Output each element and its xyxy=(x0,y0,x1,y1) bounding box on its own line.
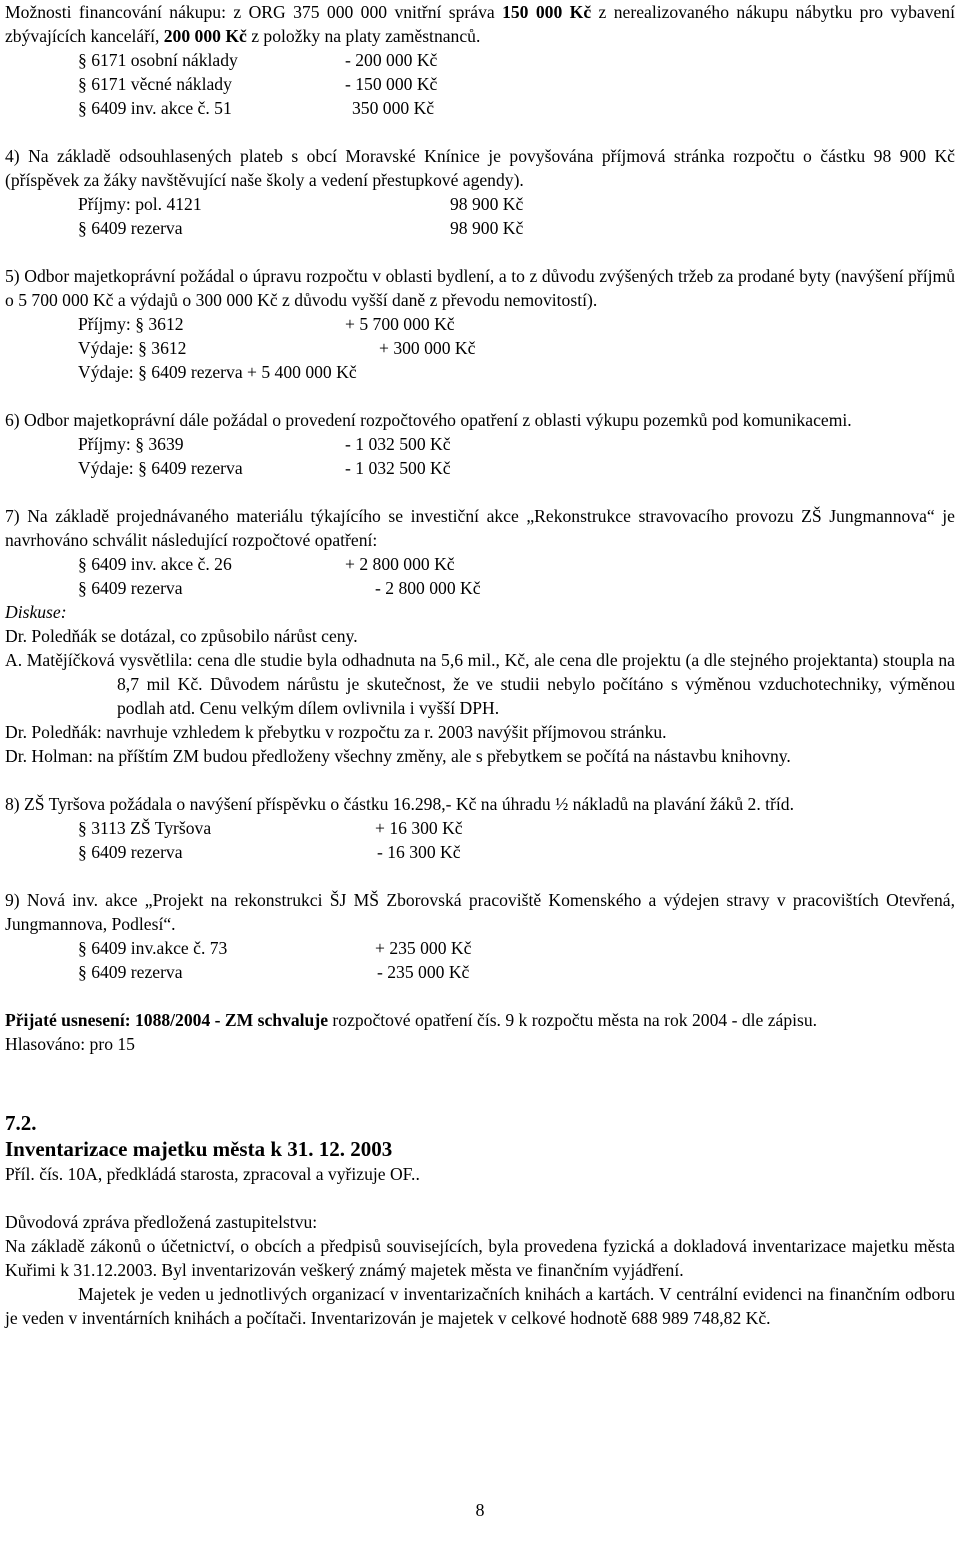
spacer xyxy=(5,384,955,408)
row-amount: 350 000 Kč xyxy=(352,98,435,118)
spacer xyxy=(5,1186,955,1210)
intro-text-1: Možnosti financování nákupu: z ORG 375 000 000 vnitřní správa xyxy=(5,2,503,22)
row-amount: 98 900 Kč xyxy=(450,194,524,214)
row-label: § 6409 rezerva xyxy=(78,842,183,862)
discussion-item: A. Matějíčková vysvětlila: cena dle studie byla odhadnuta na 5,6 mil., Kč, ale cena dle projektu (a dle stejného projektanta) stoupla na 8,7 mil Kč. Důvodem nárůstu je skutečnost, že ve studii nebylo počítáno s výměnou vzduchotechniky, výměnou podlah atd. Cenu velkým dílem ovlivnila i vyšší DPH. xyxy=(5,650,955,718)
row-amount: + 5 700 000 Kč xyxy=(345,314,455,334)
intro-text-3: z položky na platy zaměstnanců. xyxy=(246,26,481,46)
budget-row xyxy=(5,960,955,984)
row-amount: + 300 000 Kč xyxy=(379,338,476,358)
row-label: Výdaje: § 6409 rezerva + 5 400 000 Kč xyxy=(78,362,357,382)
vote-result: Hlasováno: pro 15 xyxy=(5,1034,135,1054)
row-label: § 6409 rezerva xyxy=(78,962,183,982)
budget-row xyxy=(5,432,955,456)
row-label: Výdaje: § 6409 rezerva xyxy=(78,458,243,478)
discussion-item: Dr. Poledňák se dotázal, co způsobilo nárůst ceny. xyxy=(5,626,358,646)
row-label: § 6409 rezerva xyxy=(78,218,183,238)
budget-row xyxy=(5,552,955,576)
resolution xyxy=(5,1008,955,1032)
budget-row xyxy=(5,72,955,96)
budget-row xyxy=(5,216,955,240)
budget-row xyxy=(5,360,955,384)
row-label: § 6409 inv. akce č. 26 xyxy=(78,554,232,574)
spacer xyxy=(5,480,955,504)
budget-row xyxy=(5,96,955,120)
row-label: Příjmy: pol. 4121 xyxy=(78,194,202,214)
row-label: § 6409 inv.akce č. 73 xyxy=(78,938,228,958)
row-amount: - 1 032 500 Kč xyxy=(345,458,451,478)
section-subtitle: Příl. čís. 10A, předkládá starosta, zpracoval a vyřizuje OF.. xyxy=(5,1164,420,1184)
row-label: § 6171 osobní náklady xyxy=(78,50,238,70)
budget-row xyxy=(5,312,955,336)
budget-row xyxy=(5,336,955,360)
row-amount: + 2 800 000 Kč xyxy=(345,554,455,574)
report-paragraph-2: Majetek je veden u jednotlivých organizací v inventarizačních knihách a kartách. V centrální evidenci na finančním odboru je veden v inventárních knihách a počítači. Inventarizován je majetek v celkové hodnotě 688 989 748,82 Kč. xyxy=(5,1284,955,1328)
row-amount: 98 900 Kč xyxy=(450,218,524,238)
discussion-item: Dr. Holman: na příštím ZM budou předloženy všechny změny, ale s přebytkem se počítá na nástavbu knihovny. xyxy=(5,746,791,766)
budget-row xyxy=(5,456,955,480)
spacer xyxy=(5,1080,955,1110)
budget-row xyxy=(5,192,955,216)
row-amount: + 16 300 Kč xyxy=(375,818,463,838)
discussion-label xyxy=(5,600,955,624)
section-title: Inventarizace majetku města k 31. 12. 2003 xyxy=(5,1137,393,1161)
paragraph-4: 4) Na základě odsouhlasených plateb s obcí Moravské Knínice je povyšována příjmová stránka rozpočtu o částku 98 900 Kč (příspěvek za žáky navštěvující naše školy a vedení přestupkové agendy). xyxy=(5,146,955,190)
row-amount: - 2 800 000 Kč xyxy=(375,578,481,598)
page-number: 8 xyxy=(475,1500,485,1520)
spacer xyxy=(5,120,955,144)
paragraph-8: 8) ZŠ Tyršova požádala o navýšení příspěvku o částku 16.298,- Kč na úhradu ½ nákladů na plavání žáků 2. tříd. xyxy=(5,794,794,814)
row-amount: - 1 032 500 Kč xyxy=(345,434,451,454)
resolution-label: Přijaté usnesení: 1088/2004 - ZM schvaluje xyxy=(5,1010,329,1030)
budget-row xyxy=(5,48,955,72)
row-label: § 3113 ZŠ Tyršova xyxy=(78,818,212,838)
spacer xyxy=(5,240,955,264)
resolution-text: rozpočtové opatření čís. 9 k rozpočtu města na rok 2004 - dle zápisu. xyxy=(328,1010,818,1030)
section-number: 7.2. xyxy=(5,1111,37,1135)
paragraph-9: 9) Nová inv. akce „Projekt na rekonstrukci ŠJ MŠ Zborovská pracoviště Komenského a výdejen stravy v pracovištích Otevřená, Jungmannova, Podlesí“. xyxy=(5,890,955,934)
document-page xyxy=(5,0,955,1330)
row-label: Příjmy: § 3639 xyxy=(78,434,184,454)
row-label: § 6171 věcné náklady xyxy=(78,74,232,94)
spacer xyxy=(5,864,955,888)
spacer xyxy=(5,984,955,1008)
discussion-item: Dr. Poledňák: navrhuje vzhledem k přebytku v rozpočtu za r. 2003 navýšit příjmovou stránku. xyxy=(5,722,667,742)
row-amount: - 200 000 Kč xyxy=(345,50,438,70)
row-amount: + 235 000 Kč xyxy=(375,938,472,958)
paragraph-7: 7) Na základě projednávaného materiálu týkajícího se investiční akce „Rekonstrukce stravovacího provozu ZŠ Jungmannova“ je navrhováno schválit následující rozpočtové opatření: xyxy=(5,506,955,550)
report-heading: Důvodová zpráva předložená zastupitelstvu: xyxy=(5,1212,318,1232)
intro-paragraph xyxy=(5,0,955,48)
intro-text-2: z nerealizovaného nákupu nábytku pro vybavení zbývajících kanceláří, xyxy=(5,2,955,46)
intro-amount-2: 200 000 Kč xyxy=(163,26,247,46)
row-label: Výdaje: § 3612 xyxy=(78,338,187,358)
budget-row xyxy=(5,576,955,600)
budget-row xyxy=(5,816,955,840)
row-amount: - 16 300 Kč xyxy=(377,842,461,862)
spacer xyxy=(5,1056,955,1080)
report-paragraph-1: Na základě zákonů o účetnictví, o obcích a předpisů souvisejících, byla provedena fyzická a dokladová inventarizace majetku města Kuřimi k 31.12.2003. Byl inventarizován veškerý známý majetek města ve finančním vyjádření. xyxy=(5,1236,955,1280)
budget-row xyxy=(5,840,955,864)
row-label: § 6409 rezerva xyxy=(78,578,183,598)
paragraph-5: 5) Odbor majetkoprávní požádal o úpravu rozpočtu v oblasti bydlení, a to z důvodu zvýšených tržeb za prodané byty (navýšení příjmů o 5 700 000 Kč a výdajů o 300 000 Kč z důvodu vyšší daně z převodu nemovitostí). xyxy=(5,266,955,310)
row-label: § 6409 inv. akce č. 51 xyxy=(78,98,232,118)
discussion-label-text: Diskuse: xyxy=(5,602,67,622)
paragraph-6: 6) Odbor majetkoprávní dále požádal o provedení rozpočtového opatření z oblasti výkupu pozemků pod komunikacemi. xyxy=(5,410,852,430)
row-amount: - 150 000 Kč xyxy=(345,74,438,94)
row-amount: - 235 000 Kč xyxy=(377,962,470,982)
budget-row xyxy=(5,936,955,960)
intro-amount-1: 150 000 Kč xyxy=(502,2,592,22)
spacer xyxy=(5,768,955,792)
row-label: Příjmy: § 3612 xyxy=(78,314,184,334)
